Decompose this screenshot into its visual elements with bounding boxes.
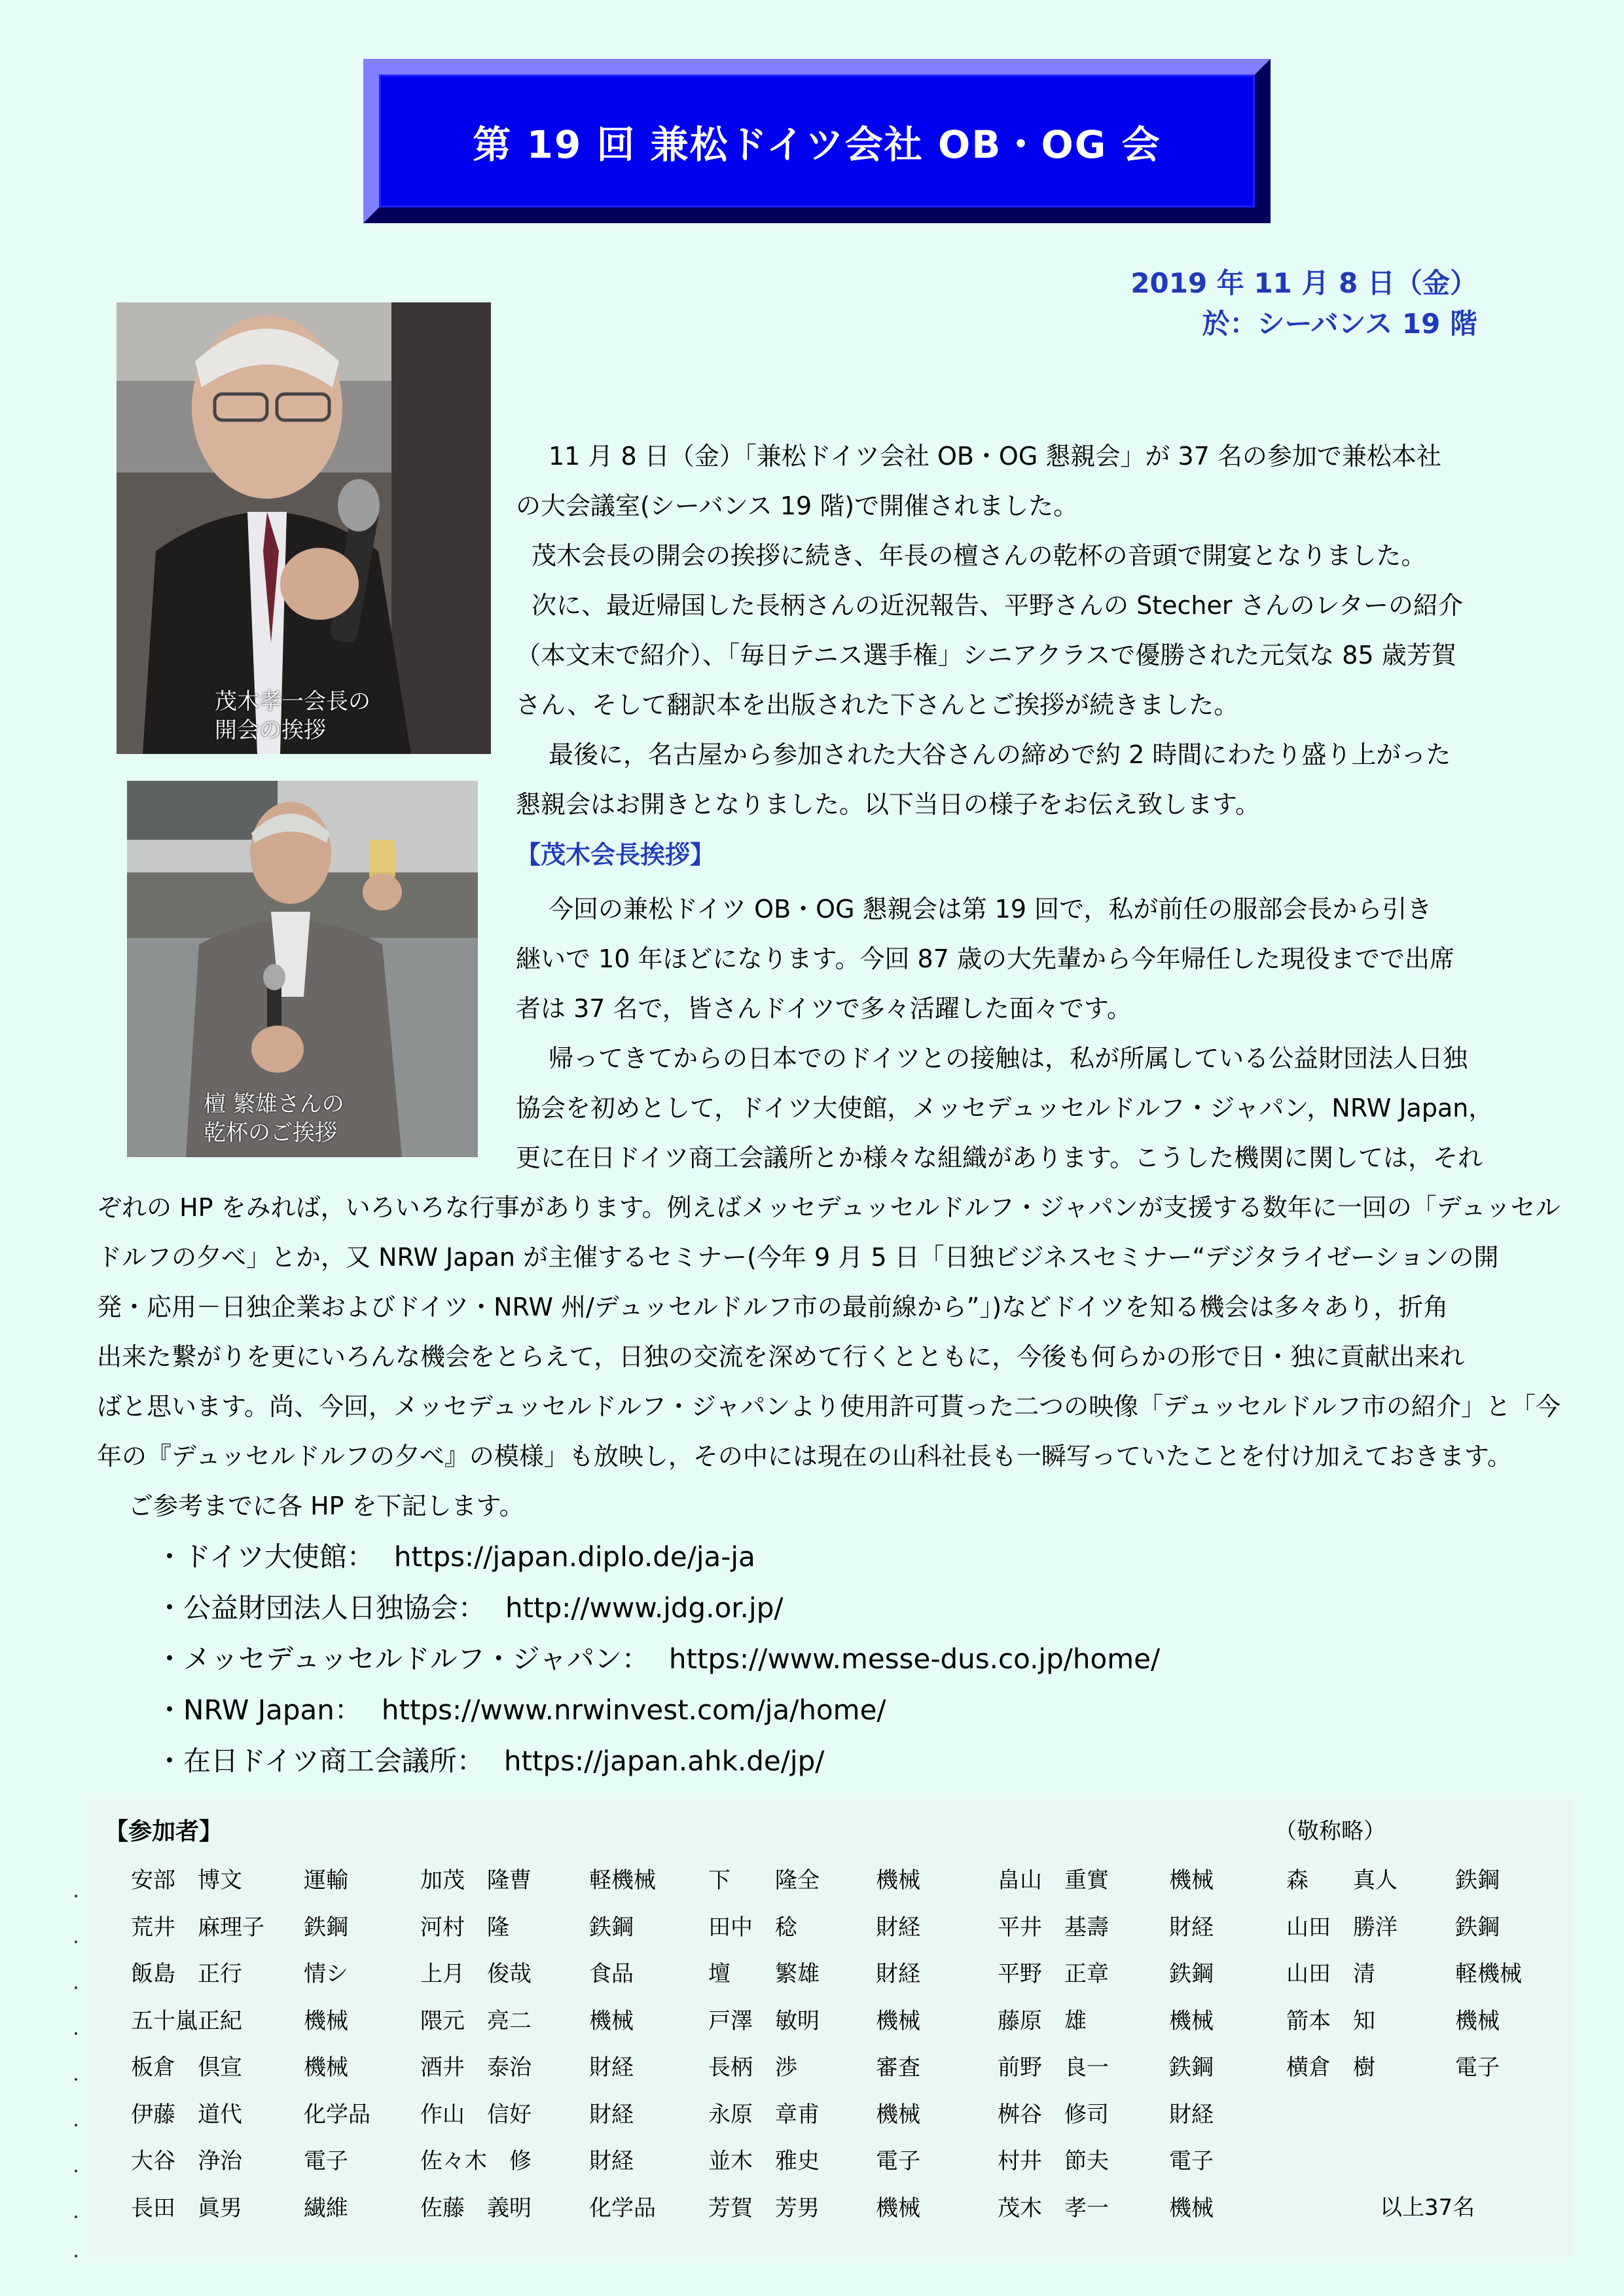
participant-department: 機械 xyxy=(1169,2195,1214,2221)
section-heading: 【茂木会長挨拶】 xyxy=(516,840,715,869)
intro-line: 最後に，名古屋から参加された大谷さんの締めで約 2 時間にわたり盛り上がった xyxy=(549,740,1451,769)
participant-name: 河村 隆 xyxy=(420,1914,509,1941)
participant-department: 鉄鋼 xyxy=(1455,1867,1500,1893)
participant-name: 山田 勝洋 xyxy=(1286,1914,1398,1941)
participant-department: 機械 xyxy=(876,2101,920,2128)
participant-department: 財経 xyxy=(589,2054,634,2081)
participant-department: 財経 xyxy=(589,2101,634,2128)
speech-line: ご参考までに各 HP を下記します。 xyxy=(128,1492,524,1520)
event-date: 2019 年 11 月 8 日（金） xyxy=(1130,267,1477,299)
participant-department: 機械 xyxy=(1455,2007,1500,2034)
participant-department: 鉄鋼 xyxy=(1169,2054,1214,2081)
photo1-caption xyxy=(215,687,370,745)
participant-name: 酒井 泰治 xyxy=(420,2054,532,2081)
participant-name: 長柄 渉 xyxy=(708,2054,797,2081)
link-row xyxy=(156,1634,1160,1685)
intro-line: 次に、最近帰国した長柄さんの近況報告、平野さんの Stecher さんのレターの紹介 xyxy=(532,591,1464,620)
participant-department: 繊維 xyxy=(304,2195,348,2221)
participant-name: 上月 俊哉 xyxy=(420,1961,532,1987)
participant-name: 箭本 知 xyxy=(1286,2007,1375,2034)
link-label: ・在日ドイツ商工会議所： xyxy=(156,1745,484,1777)
participant-department: 機械 xyxy=(1169,1867,1214,1893)
speech-line: ぞれの HP をみれば，いろいろな行事があります。例えばメッセデュッセルドルフ・ジャパンが支援する数年に一回の「デュッセル xyxy=(97,1193,1561,1222)
participant-name: 村井 節夫 xyxy=(998,2148,1109,2174)
participant-name: 戸澤 敏明 xyxy=(708,2007,820,2034)
participant-name: 佐々木 修 xyxy=(420,2148,532,2174)
photo1-caption-line1: 茂木孝一会長の xyxy=(215,689,370,715)
participant-department: 軽機械 xyxy=(589,1867,656,1893)
participant-department: 軽機械 xyxy=(1455,1961,1522,1987)
participant-name: 安部 博文 xyxy=(131,1867,242,1893)
intro-line: （本文末で紹介）、「毎日テニス選手権」シニアクラスで優勝された元気な 85 歳芳賀 xyxy=(516,641,1456,670)
speech-line: 協会を初めとして，ドイツ大使館，メッセデュッセルドルフ・ジャパン，NRW Japan， xyxy=(516,1094,1494,1122)
participant-department: 審査 xyxy=(876,2054,920,2081)
participant-name: 加茂 隆曹 xyxy=(420,1867,532,1893)
event-date-venue xyxy=(1130,263,1477,344)
participants-heading: 【参加者】 xyxy=(105,1818,223,1845)
photo2-caption-line1: 檀 繁雄さんの xyxy=(204,1091,344,1117)
speech-line: 出来た繋がりを更にいろんな機会をとらえて，日独の交流を深めて行くとともに，今後も何らかの形で日・独に貢献出来れ xyxy=(97,1342,1465,1371)
speech-line: 今回の兼松ドイツ OB・OG 懇親会は第 19 回で，私が前任の服部会長から引き xyxy=(549,895,1432,924)
participant-name: 隈元 亮二 xyxy=(420,2007,532,2034)
participant-department: 食品 xyxy=(589,1961,634,1987)
event-venue: 於：シーバンス 19 階 xyxy=(1202,308,1477,340)
page-title: 第 19 回 兼松ドイツ会社 OB・OG 会 xyxy=(473,122,1161,167)
participant-department: 電子 xyxy=(1455,2054,1500,2081)
participant-name: 森 真人 xyxy=(1286,1867,1398,1893)
participant-department: 機械 xyxy=(304,2054,348,2081)
participant-name: 永原 章甫 xyxy=(708,2101,820,2128)
participant-name: 長田 眞男 xyxy=(131,2195,242,2221)
photo-chairman-opening xyxy=(117,302,491,754)
link-label: ・公益財団法人日独協会： xyxy=(156,1592,486,1624)
intro-line: 懇親会はお開きとなりました。以下当日の様子をお伝え致します。 xyxy=(516,790,1260,819)
participant-department: 財経 xyxy=(1169,1914,1214,1941)
participant-department: 電子 xyxy=(876,2148,920,2174)
intro-line: 11 月 8 日（金）「兼松ドイツ会社 OB・OG 懇親会」が 37 名の参加で兼松本社 xyxy=(549,442,1441,471)
participant-department: 財経 xyxy=(1169,2101,1214,2128)
participant-name: 横倉 樹 xyxy=(1286,2054,1375,2081)
participant-name: 茂木 孝一 xyxy=(998,2195,1109,2221)
link-url[interactable]: https://japan.diplo.de/ja-ja xyxy=(393,1541,755,1573)
participant-department: 機械 xyxy=(1169,2007,1214,2034)
participant-name: 畠山 重實 xyxy=(998,1867,1109,1893)
margin-dot xyxy=(75,2215,77,2218)
photo1-caption-line2: 開会の挨拶 xyxy=(215,717,326,744)
link-url[interactable]: http://www.jdg.or.jp/ xyxy=(505,1592,784,1624)
photo-chairman-illustration xyxy=(117,302,491,754)
participant-department: 鉄鋼 xyxy=(1169,1961,1214,1987)
link-row xyxy=(156,1736,1160,1787)
participant-name: 壇 繁雄 xyxy=(708,1961,820,1987)
participant-department: 化学品 xyxy=(304,2101,370,2128)
speech-line: 年の『デュッセルドルフの夕べ』の模様」も放映し，その中には現在の山科社長も一瞬写っていたことを付け加えておきます。 xyxy=(97,1442,1512,1471)
speech-line: 更に在日ドイツ商工会議所とか様々な組織があります。こうした機関に関しては，それ xyxy=(516,1143,1483,1172)
participant-name: 田中 稔 xyxy=(708,1914,797,1941)
participant-name: 佐藤 義明 xyxy=(420,2195,532,2221)
participant-name: 五十嵐正紀 xyxy=(131,2007,242,2034)
participant-department: 機械 xyxy=(876,2195,920,2221)
participant-department: 電子 xyxy=(1169,2148,1214,2174)
margin-dot xyxy=(75,1895,77,1897)
reference-links xyxy=(156,1532,1160,1787)
speech-line: ドルフの夕べ」とか，又 NRW Japan が主催するセミナー(今年 9 月 5 日「日独ビジネスセミナー“デジタライゼーションの開 xyxy=(97,1243,1499,1272)
participant-department: 財経 xyxy=(589,2148,634,2174)
link-row xyxy=(156,1685,1160,1736)
speech-line: 継いで 10 年ほどになります。今回 87 歳の大先輩から今年帰任した現役までで出席 xyxy=(516,944,1454,973)
participants-note: （敬称略） xyxy=(1274,1818,1386,1844)
participant-name: 平野 正章 xyxy=(998,1961,1109,1987)
participant-department: 機械 xyxy=(876,1867,920,1893)
speech-line: 者は 37 名で，皆さんドイツで多々活躍した面々です。 xyxy=(516,994,1132,1023)
participant-department: 機械 xyxy=(304,2007,348,2034)
margin-dot xyxy=(75,2078,77,2081)
participant-department: 鉄鋼 xyxy=(1455,1914,1500,1941)
margin-dot xyxy=(75,2124,77,2126)
photo-toast xyxy=(127,781,478,1157)
participant-name: 伊藤 道代 xyxy=(131,2101,242,2128)
participant-name: 藤原 雄 xyxy=(998,2007,1087,2034)
link-label: ・ドイツ大使館： xyxy=(156,1541,374,1573)
participant-name: 前野 良一 xyxy=(998,2054,1109,2081)
link-url[interactable]: https://www.messe-dus.co.jp/home/ xyxy=(668,1643,1161,1675)
link-row xyxy=(156,1583,1160,1634)
participant-department: 鉄鋼 xyxy=(589,1914,634,1941)
participant-name: 飯島 正行 xyxy=(131,1961,242,1987)
margin-dot xyxy=(75,2032,77,2035)
intro-line: 茂木会長の開会の挨拶に続き、年長の檀さんの乾杯の音頭で開宴となりました。 xyxy=(532,541,1426,570)
participant-name: 並木 雅史 xyxy=(708,2148,820,2174)
participant-name: 下 隆全 xyxy=(708,1867,820,1893)
speech-line: 帰ってきてからの日本でのドイツとの接触は，私が所属している公益財団法人日独 xyxy=(549,1044,1468,1073)
participant-name: 大谷 浄治 xyxy=(131,2148,242,2174)
participant-department: 情シ xyxy=(304,1961,348,1987)
participant-department: 財経 xyxy=(876,1914,920,1941)
participant-name: 芳賀 芳男 xyxy=(708,2195,820,2221)
participant-name: 荒井 麻理子 xyxy=(131,1914,264,1941)
link-label: ・NRW Japan： xyxy=(156,1694,362,1726)
participant-department: 電子 xyxy=(304,2148,348,2174)
intro-line: さん、そして翻訳本を出版された下さんとご挨拶が続きました。 xyxy=(516,691,1239,719)
margin-dot xyxy=(75,1941,77,1943)
participant-name: 作山 信好 xyxy=(420,2101,532,2128)
link-row xyxy=(156,1532,1160,1583)
participant-name: 山田 清 xyxy=(1286,1961,1375,1987)
link-url[interactable]: https://www.nrwinvest.com/ja/home/ xyxy=(381,1694,886,1726)
photo2-caption xyxy=(204,1090,344,1147)
participant-department: 鉄鋼 xyxy=(304,1914,348,1941)
participant-department: 機械 xyxy=(589,2007,634,2034)
participant-department: 運輸 xyxy=(304,1867,348,1893)
participant-name: 板倉 倶宣 xyxy=(131,2054,242,2081)
participants-total: 以上37名 xyxy=(1380,2195,1475,2221)
participant-department: 化学品 xyxy=(589,2195,656,2221)
link-label: ・メッセデュッセルドルフ・ジャパン： xyxy=(156,1643,649,1675)
speech-line: 発・応用－日独企業およびドイツ・NRW 州/デュッセルドルフ市の最前線から”」)などドイツを知る機会は多々あり，折角 xyxy=(97,1293,1449,1321)
margin-dot xyxy=(75,2170,77,2172)
speech-line: ばと思います。尚、今回，メッセデュッセルドルフ・ジャパンより使用許可貰った二つの映像「デュッセルドルフ市の紹介」と「今 xyxy=(97,1392,1561,1421)
participant-department: 機械 xyxy=(876,2007,920,2034)
participant-name: 桝谷 修司 xyxy=(998,2101,1109,2128)
margin-dot xyxy=(75,1986,77,1989)
photo2-caption-line2: 乾杯のご挨拶 xyxy=(204,1120,337,1146)
intro-line: の大会議室(シーバンス 19 階)で開催されました。 xyxy=(516,492,1079,520)
margin-dot xyxy=(75,2255,77,2257)
link-url[interactable]: https://japan.ahk.de/jp/ xyxy=(503,1745,825,1777)
participant-department: 財経 xyxy=(876,1961,920,1987)
title-banner xyxy=(363,59,1271,223)
participant-name: 平井 基壽 xyxy=(998,1914,1109,1941)
